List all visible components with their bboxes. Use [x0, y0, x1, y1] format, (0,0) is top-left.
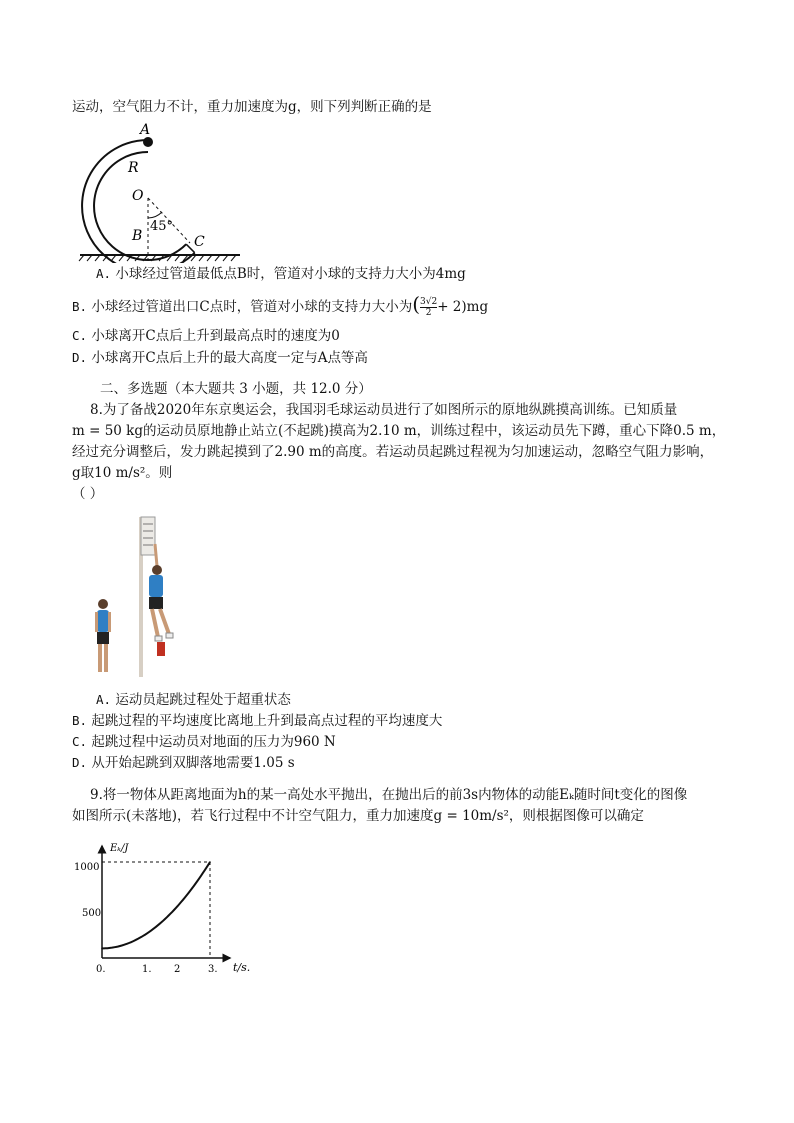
q8-answer-blank: （ ）	[72, 486, 104, 502]
section-heading-multiple-choice: 二、多选题（本大题共 3 小题，共 12.0 分）	[100, 381, 372, 397]
x-tick-2: 2	[174, 964, 181, 975]
q8-line-4: g取10 m/s²。则	[72, 465, 173, 481]
measuring-board	[141, 517, 155, 555]
q7-intro-line: 运动，空气阻力不计，重力加速度为g，则下列判断正确的是	[72, 99, 432, 115]
label-B: B	[132, 228, 143, 244]
ball-at-A	[143, 137, 153, 147]
q8-line-3: 经过充分调整后，发力跳起摸到了2.90 m的高度。若运动员起跳过程视为匀加速运动，忽略空气阻力影响，	[72, 444, 714, 460]
q9-line-2: 如图所示(未落地)，若飞行过程中不计空气阻力，重力加速度g = 10m/s²，则根据图像可以确定	[72, 808, 644, 824]
q8-option-b: B. 起跳过程的平均速度比离地上升到最高点过程的平均速度大	[72, 713, 443, 729]
ek-curve	[102, 862, 210, 948]
ek-data-point	[155, 926, 157, 928]
q7-option-a: A. 小球经过管道最低点B时，管道对小球的支持力大小为4mg	[96, 266, 466, 282]
q8-line-1: 8.为了备战2020年东京奥运会，我国羽毛球运动员进行了如图所示的原地纵跳摸高训练。已知质量	[90, 402, 678, 418]
x-axis-label: t/s.	[233, 961, 251, 974]
q9-ek-time-graph	[70, 838, 270, 978]
q8-jump-touch-photo	[85, 512, 185, 682]
q8-option-c: C. 起跳过程中运动员对地面的压力为960 N	[72, 734, 336, 750]
q9-line-1: 9.将一物体从距离地面为h的某一高处水平抛出，在抛出后的前3s内物体的动能Eₖ随时间t变化的图像	[90, 787, 688, 803]
label-R: R	[128, 160, 139, 176]
x-tick-3: 3.	[208, 964, 218, 975]
ek-data-point	[209, 861, 211, 863]
fraction: $\frac{3√2}{2}$	[420, 297, 438, 318]
angle-label: 45°	[150, 219, 174, 234]
ek-data-point	[137, 938, 139, 940]
label-A: A	[140, 122, 151, 138]
q7-option-d: D. 小球离开C点后上升的最大高度一定与A点等高	[72, 350, 368, 366]
q7-option-b: B. 小球经过管道出口C点时，管道对小球的支持力大小为( $\frac{3√2}{2}$ + 2)mg	[72, 292, 489, 318]
q8-line-2: m = 50 kg的运动员原地静止站立(不起跳)摸高为2.10 m，训练过程中，该运动员先下蹲，重心下降0.5 m，	[72, 423, 726, 439]
q8-option-d: D. 从开始起跳到双脚落地需要1.05 s	[72, 755, 295, 771]
pole-base-marker	[157, 642, 165, 656]
y-axis-label: Eₖ/J	[110, 843, 129, 854]
standing-athlete	[95, 599, 111, 672]
q8-option-a: A. 运动员起跳过程处于超重状态	[96, 692, 291, 708]
jumping-athlete	[149, 544, 173, 641]
angle-arc	[148, 212, 162, 218]
q7-option-c: C. 小球离开C点后上升到最高点时的速度为0	[72, 328, 340, 344]
label-O: O	[132, 188, 144, 204]
ek-data-point	[119, 945, 121, 947]
ek-data-point	[191, 888, 193, 890]
label-C: C	[194, 234, 205, 250]
x-tick-1: 1.	[142, 964, 152, 975]
y-tick-1000: 1000	[74, 862, 100, 873]
graph-marks	[101, 861, 211, 958]
y-tick-500: 500	[82, 908, 102, 919]
ek-data-point	[101, 948, 103, 950]
x-tick-0: 0.	[96, 964, 106, 975]
q7-pipe-figure	[70, 118, 240, 263]
ek-data-point	[173, 909, 175, 911]
